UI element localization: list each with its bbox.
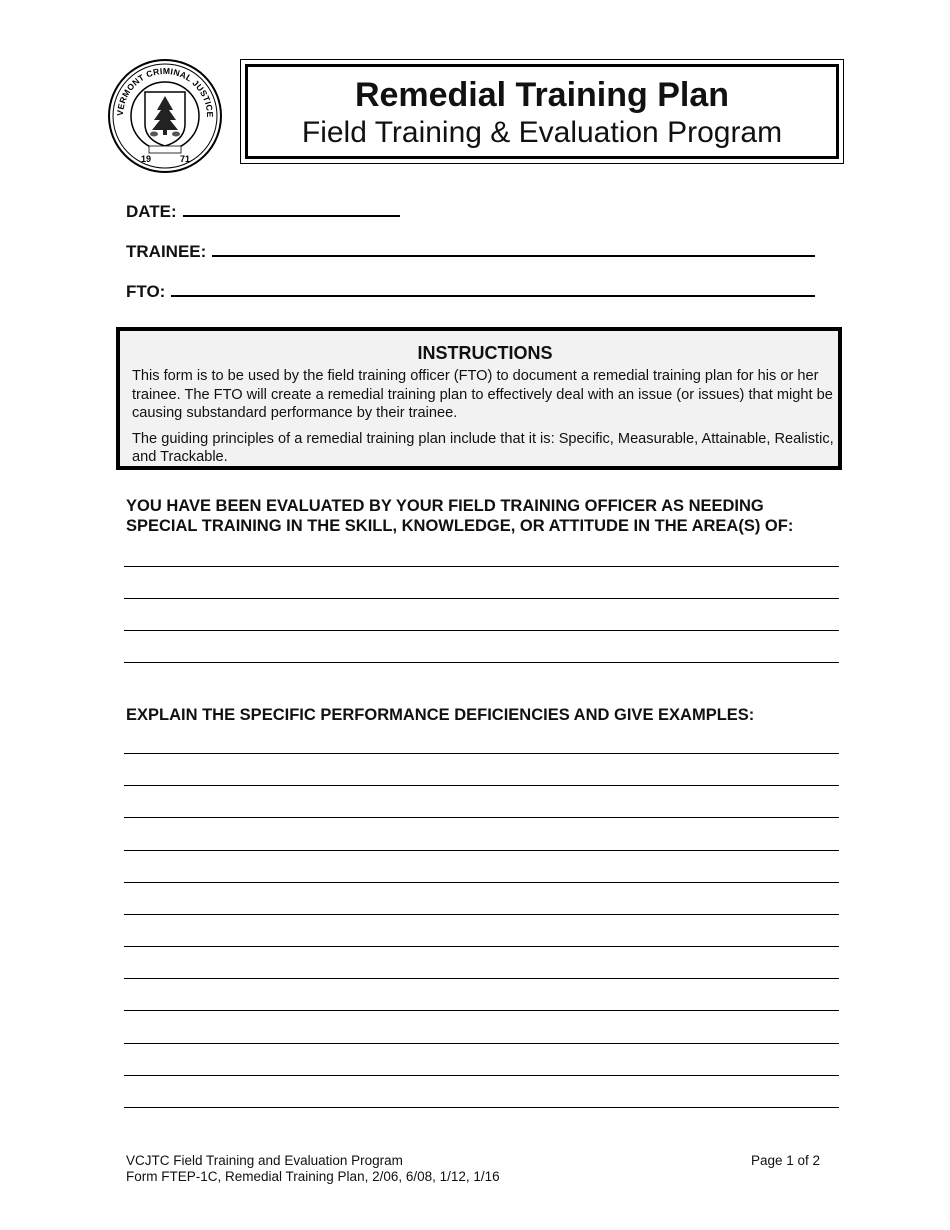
answer-line[interactable] [124, 1010, 839, 1011]
footer-form-id: Form FTEP-1C, Remedial Training Plan, 2/06, 6/08, 1/12, 1/16 [126, 1169, 500, 1184]
answer-line[interactable] [124, 785, 839, 786]
answer-line[interactable] [124, 850, 839, 851]
fto-input-line[interactable] [171, 281, 815, 297]
answer-line[interactable] [124, 1075, 839, 1076]
answer-line[interactable] [124, 598, 839, 599]
seal-arc-text: VERMONT CRIMINAL JUSTICE [114, 65, 216, 118]
instructions-paragraph-1: This form is to be used by the field training officer (FTO) to document a remedial training plan for his or her trainee. The FTO will create a remedial training plan to effectively deal with an issue (or issues) that might be causing substandard performance by their trainee. [132, 368, 833, 421]
answer-line[interactable] [124, 914, 839, 915]
instructions-heading: INSTRUCTIONS [417, 343, 553, 363]
footer-program: VCJTC Field Training and Evaluation Program [126, 1153, 403, 1168]
footer-page-number: Page 1 of 2 [751, 1153, 821, 1168]
seal-year-left: 19 [141, 154, 152, 164]
evaluated-areas-heading: YOU HAVE BEEN EVALUATED BY YOUR FIELD TRAINING OFFICER AS NEEDING SPECIAL TRAINING IN THE SKILL, KNOWLEDGE, OR ATTITUDE IN THE AREA(S) OF: [126, 497, 794, 535]
instructions-box [116, 327, 842, 470]
footer-left [126, 1153, 500, 1185]
answer-line[interactable] [124, 882, 839, 883]
answer-line[interactable] [124, 978, 839, 979]
seal-year-right: 71 [180, 154, 191, 164]
answer-line[interactable] [124, 753, 839, 754]
trainee-input-line[interactable] [212, 241, 815, 257]
trainee-field [126, 241, 815, 262]
date-field [126, 201, 400, 222]
answer-line[interactable] [124, 1107, 839, 1108]
trainee-label: TRAINEE: [126, 242, 207, 261]
answer-line[interactable] [124, 946, 839, 947]
page-title: Remedial Training Plan [354, 76, 730, 114]
answer-line[interactable] [124, 566, 839, 567]
date-input-line[interactable] [183, 201, 400, 217]
fto-field [126, 281, 815, 302]
instructions-paragraph-2: The guiding principles of a remedial training plan include that it is: Specific, Measurable, Attainable, Realistic, and Trackable. [132, 430, 834, 465]
answer-line[interactable] [124, 662, 839, 663]
fto-label: FTO: [126, 282, 166, 301]
answer-line[interactable] [124, 817, 839, 818]
deficiencies-heading: EXPLAIN THE SPECIFIC PERFORMANCE DEFICIENCIES AND GIVE EXAMPLES: [126, 706, 755, 724]
title-box [240, 59, 844, 164]
answer-line[interactable] [124, 1043, 839, 1044]
page-subtitle: Field Training & Evaluation Program [301, 116, 783, 149]
answer-line[interactable] [124, 630, 839, 631]
state-seal-icon [107, 58, 223, 174]
date-label: DATE: [126, 202, 177, 221]
